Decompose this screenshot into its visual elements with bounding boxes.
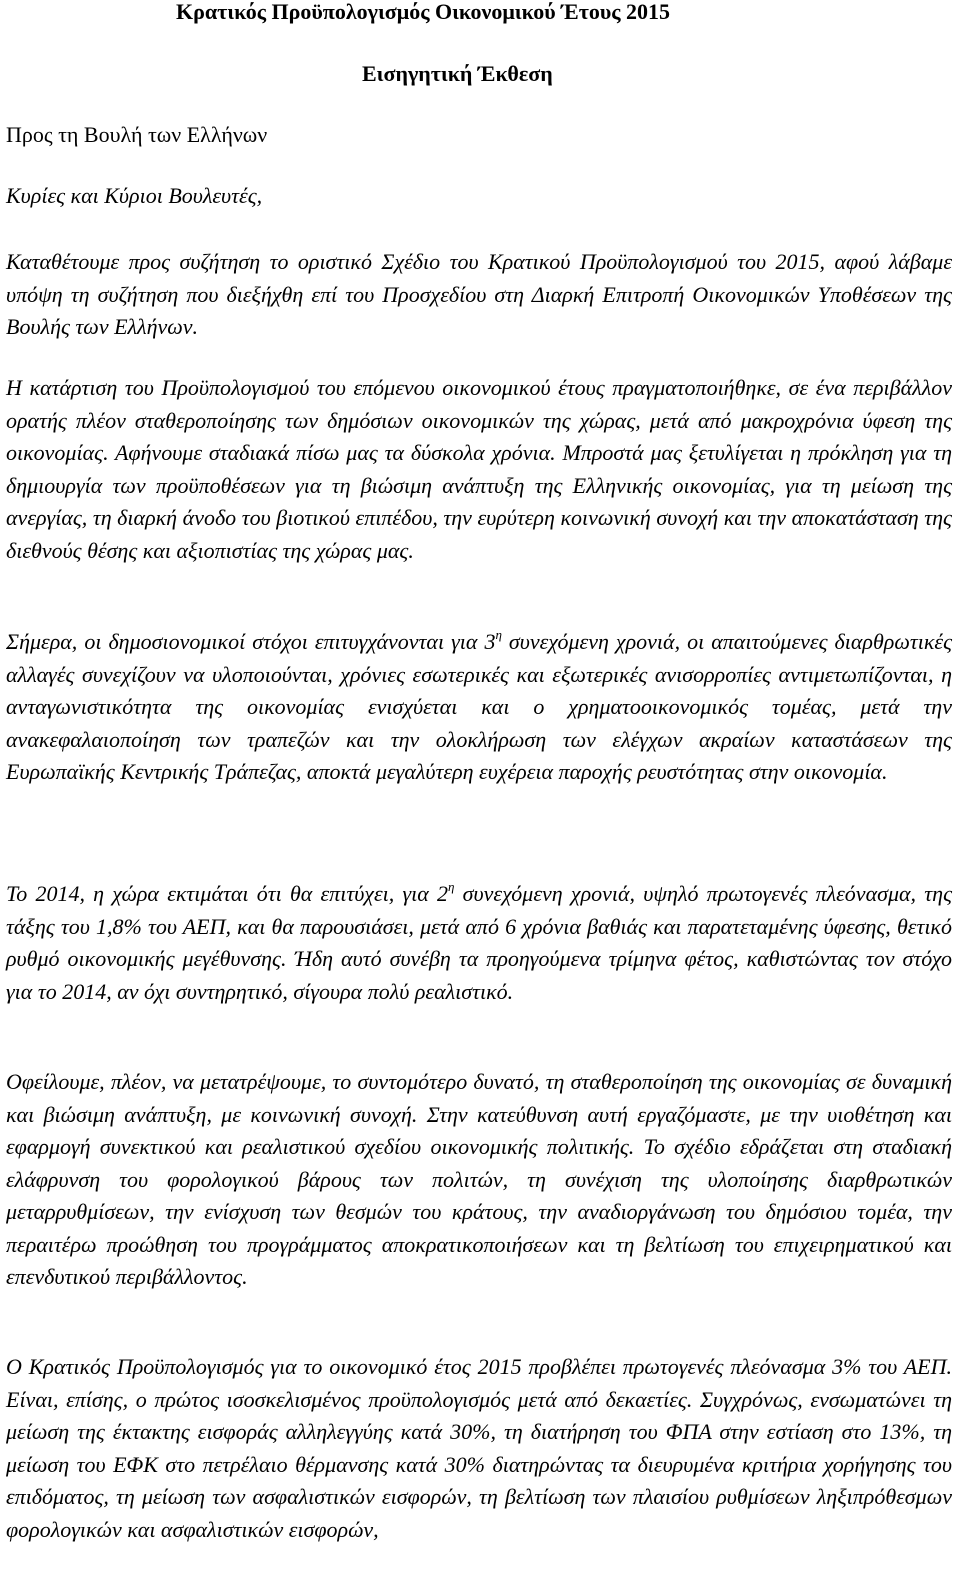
paragraph-4-start: Το 2014, η χώρα εκτιμάται ότι θα επιτύχει, για 2 <box>6 881 449 906</box>
addressee-line: Προς τη Βουλή των Ελλήνων <box>6 122 268 147</box>
paragraph-5: Οφείλουμε, πλέον, να μετατρέψουμε, το συντομότερο δυνατό, τη σταθεροποίηση της οικονομίας σε δυναμική και βιώσιμη ανάπτυξη, με κοινωνική συνοχή. Στην κατεύθυνση αυτή εργαζόμαστε, με την υιοθέτηση και εφαρμογή συνεκτικού και ρεαλιστικού σχεδίου οικονομικής πολιτικής. Το σχέδιο εδράζεται στη σταδιακή ελάφρυνση του φορολογικού βάρους των πολιτών, τη συνέχιση της υλοποίησης διαρθρωτικών μεταρρυθμίσεων, την ενίσχυση των θεσμών του κράτους, την αναδιοργάνωση του δημόσιου τομέα, την περαιτέρω προώθηση του προγράμματος αποκρατικοποιήσεων και τη βελτίωση του επιχειρηματικού και επενδυτικού περιβάλλοντος. <box>6 1069 952 1289</box>
paragraph-4 <box>6 878 952 1008</box>
ordinal-superscript: η <box>448 878 455 894</box>
paragraph-3 <box>6 626 952 789</box>
paragraph-3-start: Σήμερα, οι δημοσιονομικοί στόχοι επιτυγχάνονται για 3 <box>6 629 496 654</box>
salutation-line: Κυρίες και Κύριοι Βουλευτές, <box>6 183 263 208</box>
document-subtitle: Εισηγητική Έκθεση <box>362 61 553 86</box>
paragraph-6: Ο Κρατικός Προϋπολογισμός για το οικονομικό έτος 2015 προβλέπει πρωτογενές πλεόνασμα 3% του ΑΕΠ. Είναι, επίσης, ο πρώτος ισοσκελισμένος προϋπολογισμός μετά από δεκαετίες. Συγχρόνως, ενσωματώνει τη μείωση της έκτακτης εισφοράς αλληλεγγύης κατά 30%, τη διατήρηση του ΦΠΑ στην εστίαση στο 13%, τη μείωση του ΕΦΚ στο πετρέλαιο θέρμανσης κατά 30% διατηρώντας τα διευρυμένα κριτήρια χορήγησης του επιδόματος, τη μείωση των ασφαλιστικών εισφορών, τη βελτίωση των πλαισίου ρυθμίσεων ληξιπρόθεσμων φορολογικών και ασφαλιστικών εισφορών, <box>6 1354 952 1542</box>
paragraph-3-end: συνεχόμενη χρονιά, οι απαιτούμενες διαρθρωτικές αλλαγές συνεχίζουν να υλοποιούνται, χρόνιες εσωτερικές και εξωτερικές ανισορροπίες αντιμετωπίζονται, η ανταγωνιστικότητα της οικονομίας ενισχύεται και ο χρηματοοικονομικός τομέας, μετά την ανακεφαλαιοποίηση των τραπεζών και την ολοκλήρωση των ελέγχων ακραίων καταστάσεων της Ευρωπαϊκής Κεντρικής Τράπεζας, αποκτά μεγαλύτερη ευχέρεια παροχής ρευστότητας στην οικονομία. <box>6 629 952 784</box>
paragraph-1: Καταθέτουμε προς συζήτηση το οριστικό Σχέδιο του Κρατικού Προϋπολογισμού του 2015, αφού λάβαμε υπόψη τη συζήτηση που διεξήχθη επί του Προσχεδίου στη Διαρκή Επιτροπή Οικονομικών Υποθέσεων της Βουλής των Ελλήνων. <box>6 249 952 339</box>
document-title: Κρατικός Προϋπολογισμός Οικονομικού Έτους 2015 <box>176 0 671 24</box>
paragraph-4-end: συνεχόμενη χρονιά, υψηλό πρωτογενές πλεόνασμα, της τάξης του 1,8% του ΑΕΠ, και θα παρουσιάσει, μετά από 6 χρόνια βαθιάς και παρατεταμένης ύφεσης, θετικό ρυθμό οικονομικής μεγέθυνσης. Ήδη αυτό συνέβη τα προηγούμενα τρίμηνα φέτος, καθιστώντας τον στόχο για το 2014, αν όχι συντηρητικό, σίγουρα πολύ ρεαλιστικό. <box>6 881 952 1004</box>
paragraph-2: Η κατάρτιση του Προϋπολογισμού του επόμενου οικονομικού έτους πραγματοποιήθηκε, σε ένα περιβάλλον ορατής πλέον σταθεροποίησης των δημόσιων οικονομικών της χώρας, μετά από μακροχρόνια ύφεση της οικονομίας. Αφήνουμε σταδιακά πίσω μας τα δύσκολα χρόνια. Μπροστά μας ξετυλίγεται η πρόκληση για τη δημιουργία των προϋποθέσεων για τη βιώσιμη ανάπτυξη της Ελληνικής οικονομίας, για τη μείωση της ανεργίας, τη διαρκή άνοδο του βιοτικού επιπέδου, την ευρύτερη κοινωνική συνοχή και την αποκατάσταση της διεθνούς θέσης και αξιοπιστίας της χώρας μας. <box>6 375 952 563</box>
ordinal-superscript: η <box>495 626 502 642</box>
